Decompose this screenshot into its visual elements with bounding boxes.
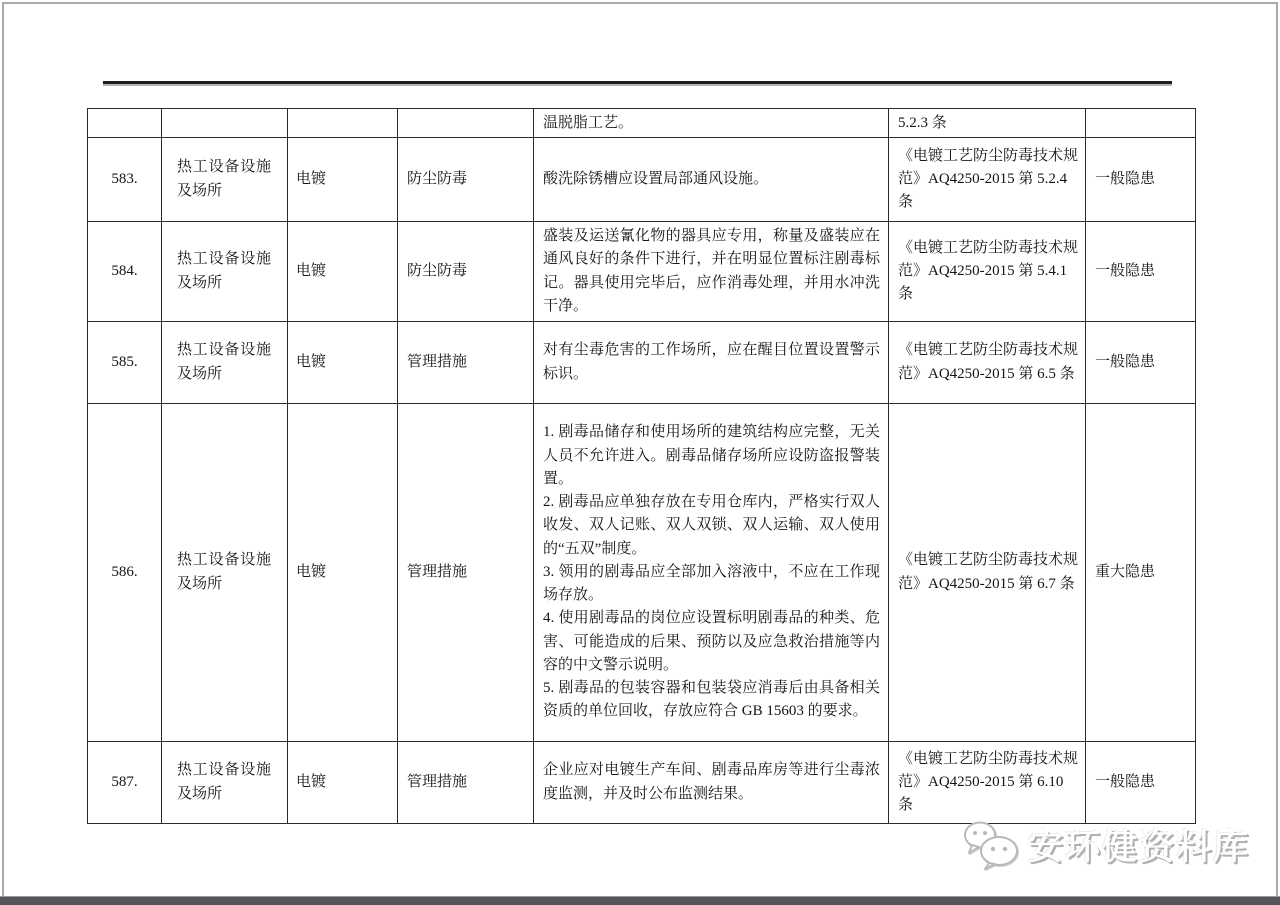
description-item: 5. 剧毒品的包装容器和包装袋应消毒后由具备相关资质的单位回收，存放应符合 GB 15603 的要求。 [543,680,880,720]
description-cell: 盛装及运送氰化物的器具应专用，称量及盛装应在通风良好的条件下进行，并在明显位置标注剧毒标记。器具使用完毕后，应作消毒处理，并用水冲洗干净。 [534,222,889,322]
hazard-level-cell [1086,109,1196,138]
area-cell: 热工设备设施及场所 [162,742,288,824]
description-item: 1. 剧毒品储存和使用场所的建筑结构应完整，无关人员不允许进入。剧毒品储存场所应设防盗报警装置。 [543,424,880,487]
row-number-cell: 586. [88,404,162,742]
process-cell: 电镀 [288,138,398,222]
process-cell [288,109,398,138]
hazard-level-cell: 一般隐患 [1086,138,1196,222]
reference-cell: 《电镀工艺防尘防毒技术规范》AQ4250-2015 第 5.4.1 条 [889,222,1086,322]
row-number-cell [88,109,162,138]
area-cell: 热工设备设施及场所 [162,322,288,404]
hazard-level-cell: 重大隐患 [1086,404,1196,742]
hazard-table [87,108,1196,824]
watermark [962,820,1250,870]
process-cell: 电镀 [288,322,398,404]
category-cell: 管理措施 [398,404,534,742]
category-cell: 防尘防毒 [398,138,534,222]
reference-cell: 《电镀工艺防尘防毒技术规范》AQ4250-2015 第 6.7 条 [889,404,1086,742]
hazard-level-cell: 一般隐患 [1086,742,1196,824]
reference-cell: 《电镀工艺防尘防毒技术规范》AQ4250-2015 第 6.5 条 [889,322,1086,404]
description-item: 3. 领用的剧毒品应全部加入溶液中，不应在工作现场存放。 [543,563,880,604]
wechat-icon [962,820,1020,870]
row-number-cell: 587. [88,742,162,824]
hazard-level-cell: 一般隐患 [1086,322,1196,404]
category-cell [398,109,534,138]
table-row-585 [88,322,1196,404]
reference-cell: 《电镀工艺防尘防毒技术规范》AQ4250-2015 第 5.2.4 条 [889,138,1086,222]
category-cell: 管理措施 [398,322,534,404]
hazard-level-cell: 一般隐患 [1086,222,1196,322]
description-cell: 温脱脂工艺。 [534,109,889,138]
category-cell: 管理措施 [398,742,534,824]
bottom-bar [0,896,1280,905]
row-number-cell: 584. [88,222,162,322]
area-cell [162,109,288,138]
area-cell: 热工设备设施及场所 [162,138,288,222]
description-cell: 酸洗除锈槽应设置局部通风设施。 [534,138,889,222]
header-rule [103,81,1172,84]
process-cell: 电镀 [288,742,398,824]
table-row-583 [88,138,1196,222]
description-item: 2. 剧毒品应单独存放在专用仓库内，严格实行双人收发、双人记账、双人双锁、双人运输、双人使用的“五双”制度。 [543,494,880,557]
row-number-cell: 585. [88,322,162,404]
area-cell: 热工设备设施及场所 [162,222,288,322]
process-cell: 电镀 [288,404,398,742]
row-number-cell: 583. [88,138,162,222]
description-cell: 企业应对电镀生产车间、剧毒品库房等进行尘毒浓度监测，并及时公布监测结果。 [534,742,889,824]
reference-cell: 《电镀工艺防尘防毒技术规范》AQ4250-2015 第 6.10 条 [889,742,1086,824]
table-row-586 [88,404,1196,742]
table-row-584 [88,222,1196,322]
description-item: 4. 使用剧毒品的岗位应设置标明剧毒品的种类、危害、可能造成的后果、预防以及应急救治措施等内容的中文警示说明。 [543,610,880,673]
description-cell [534,404,889,742]
category-cell: 防尘防毒 [398,222,534,322]
description-cell: 对有尘毒危害的工作场所，应在醒目位置设置警示标识。 [534,322,889,404]
table-row-587 [88,742,1196,824]
process-cell: 电镀 [288,222,398,322]
table-row-continuation [88,109,1196,138]
watermark-text: 安环健资料库 [1027,828,1250,867]
reference-cell: 5.2.3 条 [889,109,1086,138]
area-cell: 热工设备设施及场所 [162,404,288,742]
